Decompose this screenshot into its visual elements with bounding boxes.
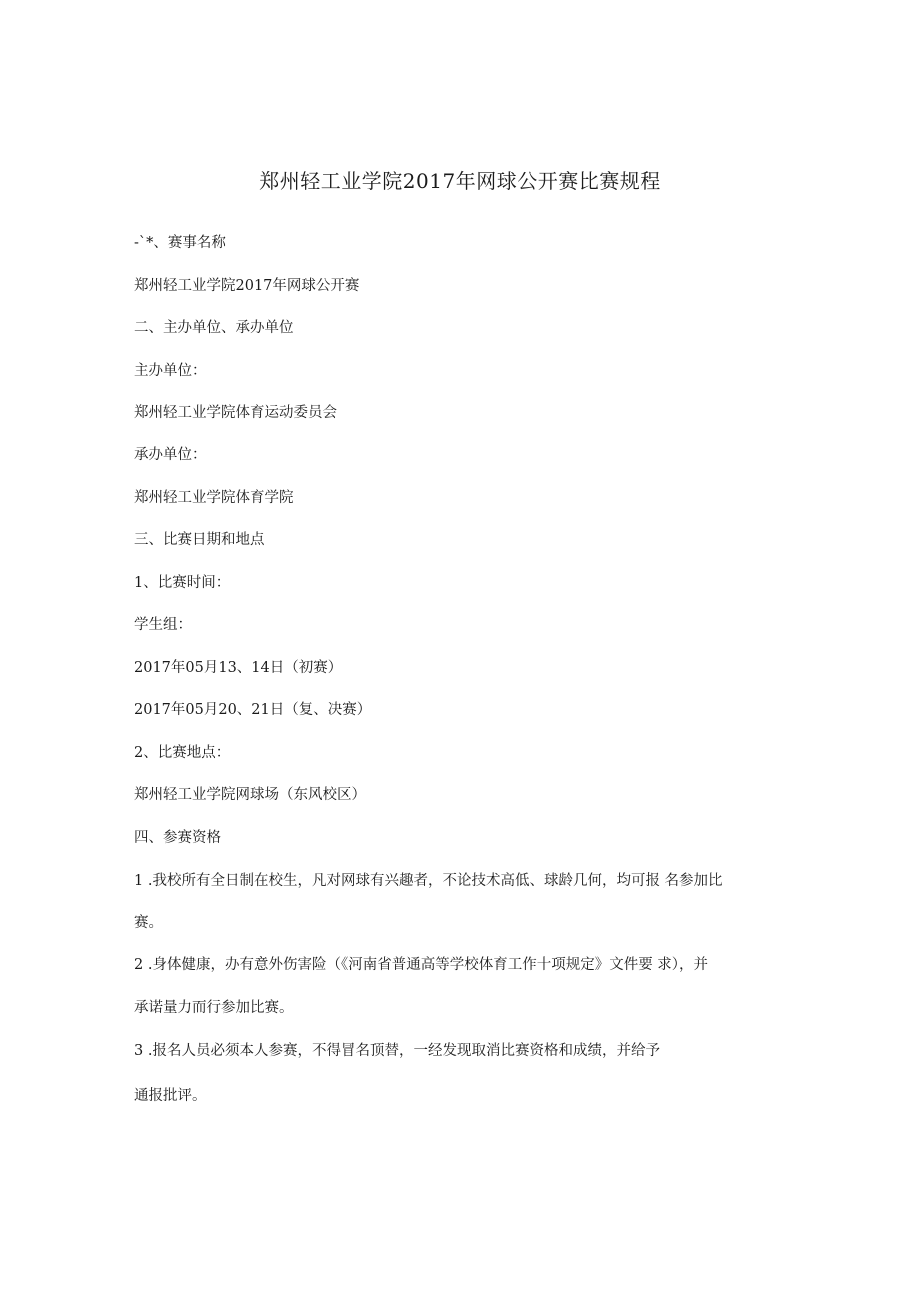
eligibility-item-1: 1 .我校所有全日制在校生，凡对网球有兴趣者，不论技术高低、球龄几何，均可报 名参加比 [134,873,723,889]
section-heading-organizers: 二、主办单位、承办单位 [134,320,294,336]
date-preliminary: 2017年05月13、14日（初赛） [134,660,343,676]
eligibility-item-3-cont: 通报批评。 [134,1088,207,1104]
event-name-text: 郑州轻工业学院2017年网球公开赛 [134,278,360,294]
section-heading-event-name: -`*、赛事名称 [134,235,226,251]
section-heading-date-venue: 三、比赛日期和地点 [134,532,265,548]
match-time-label: 1、比赛时间： [134,575,231,591]
venue-label: 2、比赛地点： [134,745,231,761]
section-heading-eligibility: 四、参赛资格 [134,830,221,846]
host-label: 主办单位： [134,363,207,379]
eligibility-item-2-cont: 承诺量力而行参加比赛。 [134,1000,294,1016]
student-group-label: 学生组： [134,617,192,633]
organizer-label: 承办单位： [134,447,207,463]
date-final: 2017年05月20、21日（复、决赛） [134,702,372,718]
venue-value: 郑州轻工业学院网球场（东风校区） [134,787,366,803]
eligibility-item-2: 2 .身体健康，办有意外伤害险（《河南省普通高等学校体育工作十项规定》文件要 求），并 [134,957,709,973]
document-title: 郑州轻工业学院2017年网球公开赛比赛规程 [259,169,661,193]
host-value: 郑州轻工业学院体育运动委员会 [134,405,337,421]
eligibility-item-1-cont: 赛。 [134,915,163,931]
eligibility-item-3: 3 .报名人员必须本人参赛，不得冒名顶替，一经发现取消比赛资格和成绩，并给予 [134,1043,660,1059]
organizer-value: 郑州轻工业学院体育学院 [134,490,294,506]
